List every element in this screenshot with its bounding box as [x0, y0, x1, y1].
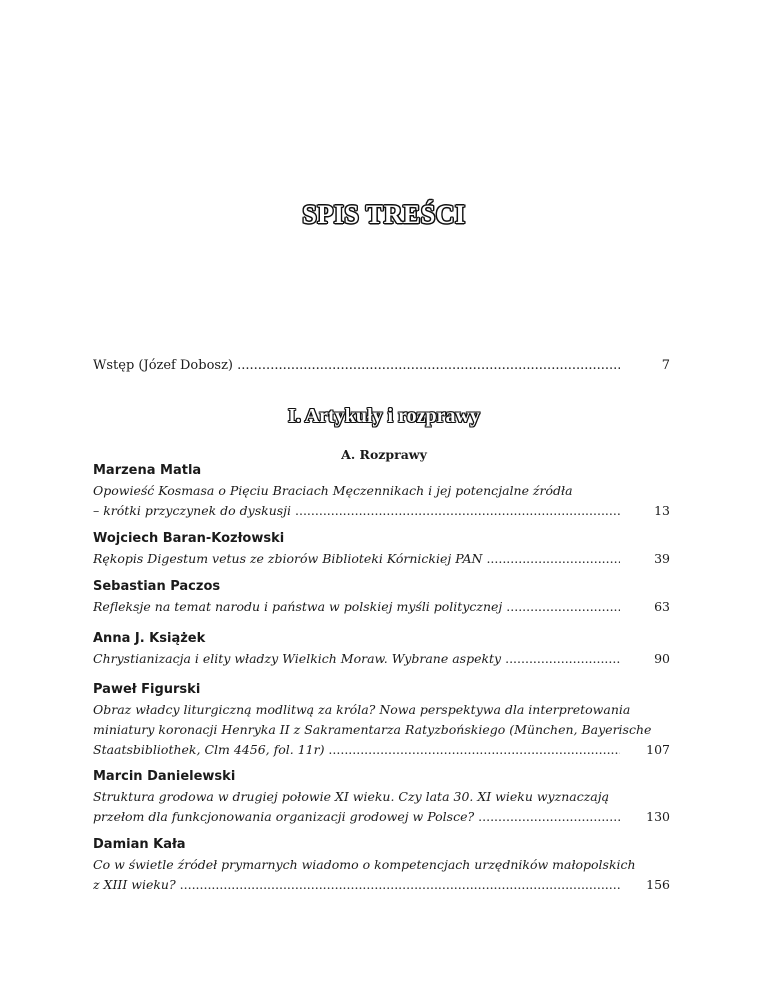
entry-title-line: Staatsbibliothek, Clm 4456, fol. 11r) .....	[93, 740, 620, 760]
entry-page: 130	[646, 809, 670, 824]
entry-author: Marcin Danielewski	[93, 769, 236, 784]
entry-author: Wojciech Baran-Kozłowski	[93, 531, 285, 546]
entry-page: 63	[654, 599, 670, 614]
entry-title-line: Rękopis Digestum vetus ze zbiorów Biblioteki Kórnickiej PAN .....	[93, 549, 620, 569]
toc-intro	[93, 355, 670, 376]
entry-title-line: przełom dla funkcjonowania organizacji grodowej w Polsce? .....	[93, 807, 620, 827]
entry-author: Damian Kała	[93, 837, 186, 852]
toc-entry	[93, 529, 670, 569]
entry-title-line: Opowieść Kosmasa o Pięciu Braciach Męczennikach i jej potencjalne źródła	[93, 483, 573, 498]
intro-page: 7	[661, 358, 670, 373]
entry-title-line: z XIII wieku? .....	[93, 875, 620, 895]
entry-title-line: miniatury koronacji Henryka II z Sakramentarza Ratyzbońskiego (München, Bayerische	[93, 722, 652, 737]
entry-page: 13	[654, 503, 670, 518]
entry-author: Sebastian Paczos	[93, 579, 221, 594]
entry-page: 90	[654, 651, 670, 666]
toc-entry	[93, 767, 670, 827]
toc-entry	[93, 835, 670, 895]
entry-title-line: Struktura grodowa w drugiej połowie XI wieku. Czy lata 30. XI wieku wyznaczają	[93, 789, 610, 804]
toc-entry	[93, 680, 670, 760]
entry-title-line: Refleksje na temat narodu i państwa w polskiej myśli politycznej .....	[93, 597, 620, 617]
entry-page: 107	[646, 742, 670, 757]
toc-entry	[93, 629, 670, 669]
entry-title-line: – krótki przyczynek do dyskusji .....	[93, 501, 620, 521]
entry-page: 39	[654, 551, 670, 566]
entry-page: 156	[646, 877, 670, 892]
toc-entry	[93, 577, 670, 617]
entry-title-line: Co w świetle źródeł prymarnych wiadomo o kompetencjach urzędników małopolskich	[93, 857, 636, 872]
entry-title-line: Obraz władcy liturgiczną modlitwą za króla? Nowa perspektywa dla interpretowania	[93, 702, 631, 717]
entry-author: Paweł Figurski	[93, 682, 201, 697]
subsection-title: A. Rozprawy	[341, 447, 427, 462]
intro-text: Wstęp (Józef Dobosz) .....	[93, 355, 620, 376]
page-title: SPIS TREŚCI	[302, 200, 466, 229]
entry-author: Anna J. Książek	[93, 631, 206, 646]
entry-title-line: Chrystianizacja i elity władzy Wielkich Moraw. Wybrane aspekty .....	[93, 649, 620, 669]
toc-entry	[93, 461, 670, 521]
section-title: I. Artykuły i rozprawy	[288, 405, 480, 427]
entry-author: Marzena Matla	[93, 463, 202, 478]
